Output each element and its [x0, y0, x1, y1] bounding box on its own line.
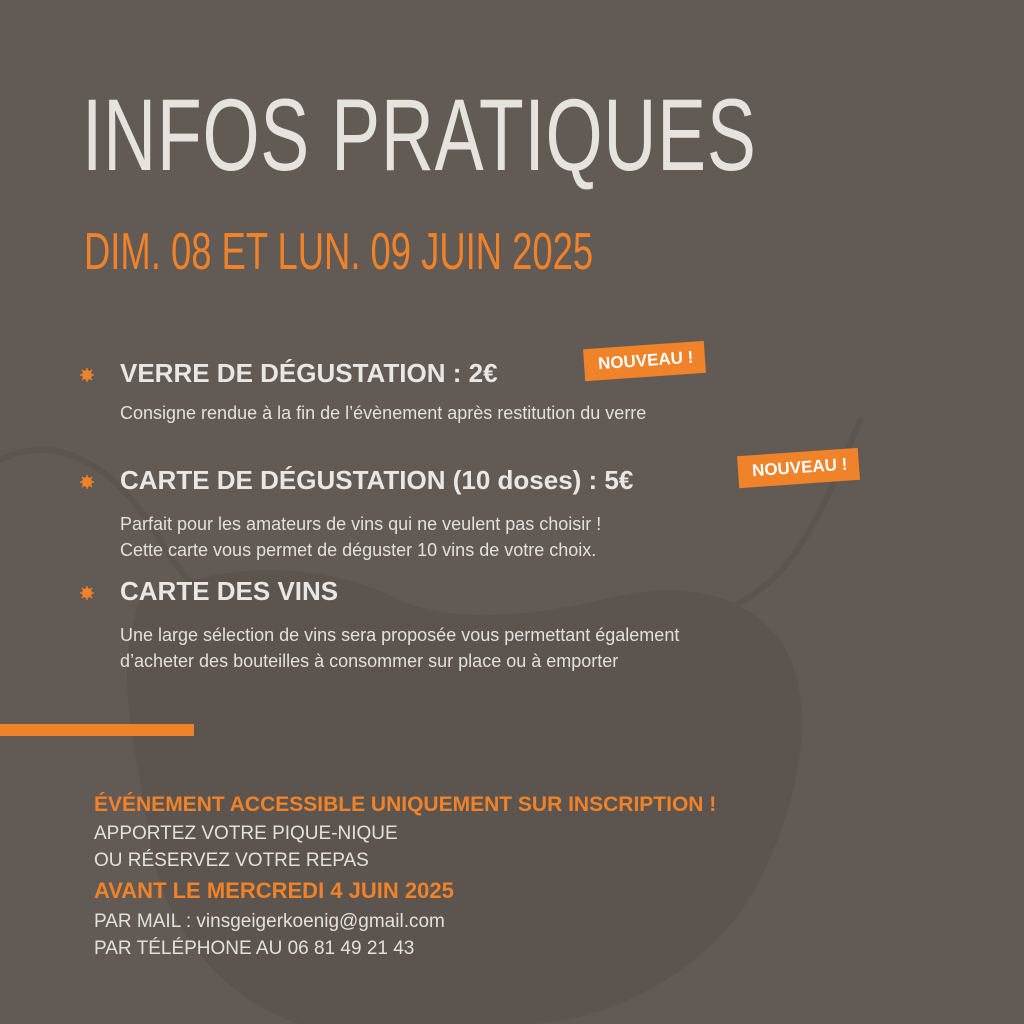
item-description-line: Consigne rendue à la fin de l’évènement après restitution du verre — [120, 403, 647, 423]
orange-divider — [0, 724, 194, 736]
picnic-line: APPORTEZ VOTRE PIQUE-NIQUE — [94, 823, 398, 844]
orange-sun-bullet-icon — [80, 368, 94, 382]
new-badge: NOUVEAU ! — [737, 448, 860, 488]
item-title: CARTE DE DÉGUSTATION (10 doses) : 5€ — [120, 465, 634, 495]
item-description-line: Cette carte vous permet de déguster 10 vins de votre choix. — [120, 540, 597, 560]
deadline-line: AVANT LE MERCREDI 4 JUIN 2025 — [94, 878, 454, 903]
orange-sun-bullet-icon — [80, 586, 94, 600]
item-description-line: Une large sélection de vins sera proposée vous permettant également — [120, 625, 680, 645]
contact-email[interactable]: PAR MAIL : vinsgeigerkoenig@gmail.com — [94, 911, 445, 932]
item-title: CARTE DES VINS — [120, 576, 339, 606]
registration-notice: ÉVÉNEMENT ACCESSIBLE UNIQUEMENT SUR INSCRIPTION ! — [94, 793, 717, 816]
contact-phone[interactable]: PAR TÉLÉPHONE AU 06 81 49 21 43 — [94, 938, 415, 959]
registration-info — [94, 790, 716, 962]
item-title: VERRE DE DÉGUSTATION : 2€ — [120, 358, 498, 388]
page-title: INFOS PRATIQUES — [82, 78, 757, 192]
new-badge: NOUVEAU ! — [583, 341, 706, 381]
meal-reservation-line: OU RÉSERVEZ VOTRE REPAS — [94, 850, 369, 871]
event-date: DIM. 08 ET LUN. 09 JUIN 2025 — [84, 223, 594, 281]
item-description-line: d’acheter des bouteilles à consommer sur place ou à emporter — [120, 651, 619, 671]
orange-sun-bullet-icon — [80, 475, 94, 489]
item-description-line: Parfait pour les amateurs de vins qui ne veulent pas choisir ! — [120, 514, 602, 534]
